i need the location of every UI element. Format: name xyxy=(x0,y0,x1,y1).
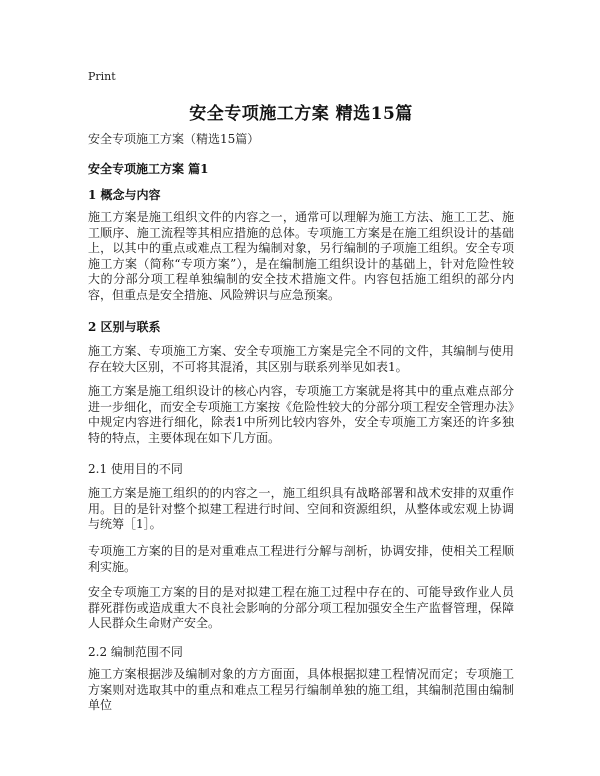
paragraph-purpose-3: 安全专项施工方案的目的是对拟建工程在施工过程中存在的、可能导致作业人员群死群伤或造成重大不良社会影响的分部分项工程加强安全生产监督管理，保障人民群众生命财产安全。 xyxy=(88,585,514,630)
heading-purpose: 2.1 使用目的不同 xyxy=(88,462,183,476)
paragraph-purpose-2: 专项施工方案的目的是对重难点工程进行分解与剖析，协调安排，使相关工程顺利实施。 xyxy=(88,544,514,574)
document-subtitle: 安全专项施工方案（精选15篇） xyxy=(88,132,260,146)
paragraph-concept: 施工方案是施工组织文件的内容之一，通常可以理解为施工方法、施工工艺、施工顺序、施工流程等其相应措施的总体。专项施工方案是在施工组织设计的基础上，以其中的重点或难点工程为编制对象，另行编制的子项施工组织。安全专项施工方案（简称“专项方案”），是在编制施工组织设计的基础上，针对危险性较大的分部分项工程单独编制的安全技术措施文件。内容包括施工组织的部分内容，但重点是安全措施、风险辨识与应急预案。 xyxy=(88,210,514,302)
section-heading: 安全专项施工方案 篇1 xyxy=(88,162,209,176)
heading-scope: 2.2 编制范围不同 xyxy=(88,645,183,659)
paragraph-purpose-1: 施工方案是施工组织的的内容之一，施工组织具有战略部署和战术安排的双重作用。目的是针对整个拟建工程进行时间、空间和资源组织，从整体或宏观上协调与统筹［1］。 xyxy=(88,486,514,531)
print-label: Print xyxy=(88,70,116,83)
heading-concept: 1 概念与内容 xyxy=(88,188,161,202)
document-title: 安全专项施工方案 精选15篇 xyxy=(189,104,413,124)
paragraph-scope: 施工方案根据涉及编制对象的方方面面，具体根据拟建工程情况而定；专项施工方案则对选取其中的重点和难点工程另行编制单独的施工组，其编制范围由编制单位 xyxy=(88,667,514,712)
paragraph-difference-detail: 施工方案是施工组织设计的核心内容，专项施工方案就是将其中的重点难点部分进一步细化，而安全专项施工方案按《危险性较大的分部分项工程安全管理办法》中规定内容进行细化，除表1中所列比较内容外，安全专项施工方案还的许多独特的特点，主要体现在如下几方面。 xyxy=(88,384,515,445)
heading-difference: 2 区别与联系 xyxy=(88,320,161,334)
paragraph-difference-intro: 施工方案、专项施工方案、安全专项施工方案是完全不同的文件，其编制与使用存在较大区别，不可将其混淆，其区别与联系列举见如表1。 xyxy=(88,344,514,374)
